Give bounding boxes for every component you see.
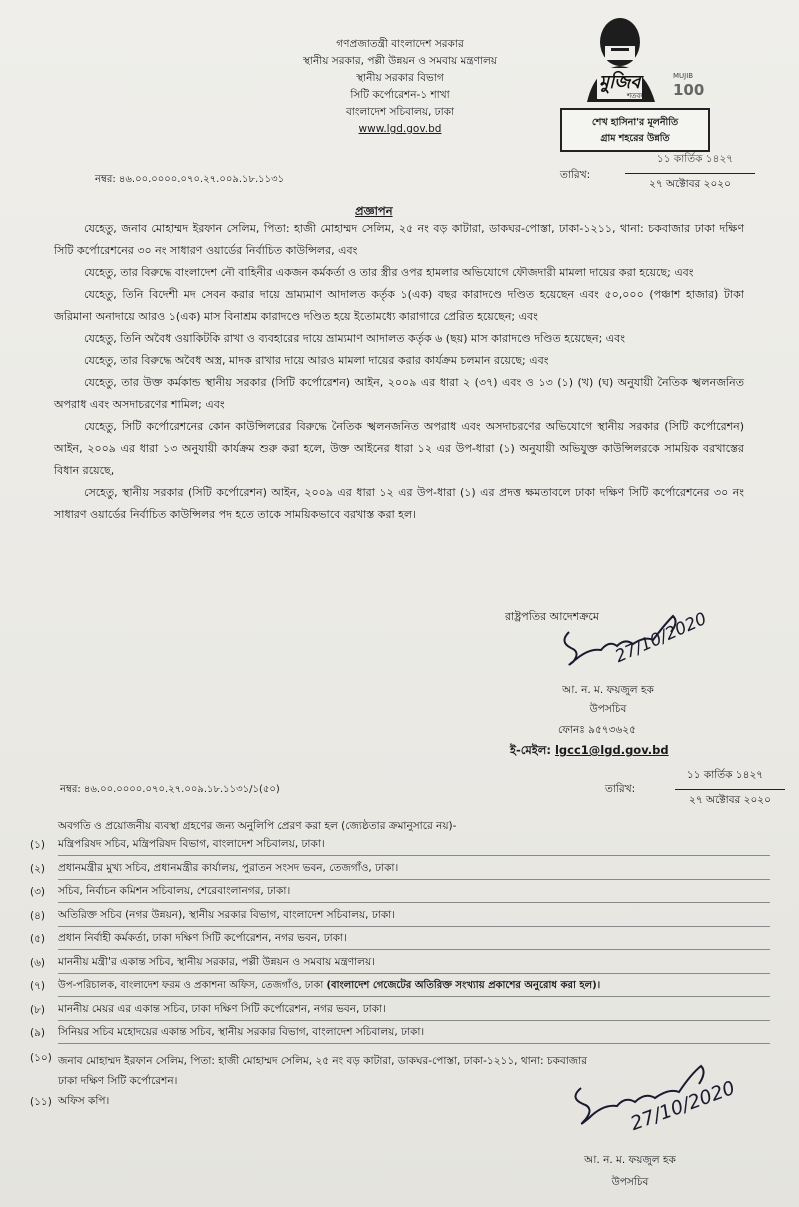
list-item-text: প্রধানমন্ত্রীর মুখ্য সচিব, প্রধানমন্ত্রীর কার্যালয়, পুরাতন সংসদ ভবন, তেজগাঁও, ঢাকা। — [58, 861, 770, 880]
list-item-number: (১১) — [30, 1095, 52, 1108]
signatory2-name: আ. ন. ম. ফয়জুল হক — [584, 1154, 676, 1166]
list-item — [30, 835, 770, 859]
list-item-text-bold: (বাংলাদেশ গেজেটের অতিরিক্ত সংখ্যায় প্রকাশের অনুরোধ করা হল)। — [326, 980, 601, 992]
signature-1-date: 27/10/2020 — [612, 608, 710, 668]
signature-2-date: 27/10/2020 — [627, 1076, 738, 1136]
list-item-text: প্রধান নির্বাহী কর্মকর্তা, ঢাকা দক্ষিণ সিটি কর্পোরেশন, নগর ভবন, ঢাকা। — [58, 931, 770, 950]
list-item — [30, 1023, 770, 1047]
list-item-number: (৩) — [30, 886, 46, 899]
memo2-date-english: ২৭ অক্টোবর ২০২০ — [675, 789, 785, 810]
list-item-text: মাননীয় মেয়র এর একান্ত সচিব, ঢাকা দক্ষিণ সিটি কর্পোরেশন, নগর ভবন, ঢাকা। — [58, 1002, 770, 1021]
paragraph-8: সেহেতু, স্থানীয় সরকার (সিটি কর্পোরেশন) আইন, ২০০৯ এর ধারা ১২ এর উপ-ধারা (১) এর প্রদত্ত ক্ষমতাবলে ঢাকা দক্ষিণ সিটি কর্পোরেশনের ৩০ নং সাধারণ ওয়ার্ডের নির্বাচিত কাউন্সিলর পদ হতে তাকে সাময়িকভাবে বরখাস্ত করা হল। — [54, 486, 744, 521]
memo-date-bangla: ১১ কার্তিক ১৪২৭ — [656, 153, 734, 165]
logo-number: 100 — [673, 81, 705, 99]
memo-number-label: নম্বর: — [95, 174, 116, 185]
list-item-number: (২) — [30, 862, 46, 875]
slogan-line-2: গ্রাম শহরের উন্নতি — [600, 133, 670, 144]
list-item-text: সিনিয়র সচিব মহোদয়ের একান্ত সচিব, স্থানীয় সরকার বিভাগ, বাংলাদেশ সচিবালয়, ঢাকা। — [58, 1025, 770, 1044]
logo-text-main: মুজিব — [597, 68, 642, 99]
list-item-number: (১) — [30, 839, 46, 852]
signatory-phone: ফোনঃ ৯৫৭৩৬২৫ — [558, 724, 636, 736]
list-item — [30, 953, 770, 977]
memo2-number-label: নম্বর: — [60, 784, 81, 795]
ministry-name: স্থানীয় সরকার, পল্লী উন্নয়ন ও সমবায় মন্ত্রণালয় — [302, 55, 497, 67]
paragraph-2: যেহেতু, তার বিরুদ্ধে বাংলাদেশ নৌ বাহিনীর একজন কর্মকর্তা ও তার স্ত্রীর ওপর হামলার অভিযোগে ফৌজদারী মামলা দায়ের করা হয়েছে; এবং — [84, 266, 694, 279]
memo-number-value: ৪৬.০০.০০০০.০৭০.২৭.০০৯.১৮.১১৩১ — [118, 174, 285, 185]
list-item — [30, 976, 770, 1000]
list-item-text — [58, 978, 770, 997]
list-item-number: (৫) — [30, 933, 46, 946]
memo2-number — [60, 782, 280, 799]
signatory-email — [510, 742, 669, 761]
order-line: রাষ্ট্রপতির আদেশক্রমে — [505, 610, 599, 623]
list-item-text: অতিরিক্ত সচিব (নগর উন্নয়ন), স্থানীয় সরকার বিভাগ, বাংলাদেশ সচিবালয়, ঢাকা। — [58, 908, 770, 927]
document-title: প্রজ্ঞাপন — [355, 204, 393, 218]
division-name: স্থানীয় সরকার বিভাগ — [356, 72, 444, 84]
website-link[interactable]: www.lgd.gov.bd — [358, 123, 442, 135]
paragraph-1: যেহেতু, জনাব মোহাম্মদ ইরফান সেলিম, পিতা: হাজী মোহাম্মদ সেলিম, ২৫ নং বড় কাটারা, ডাকঘর-পোস্তা, ঢাকা-১২১১, থানা: চকবাজার ঢাকা দক্ষিণ সিটি কর্পোরেশনের ৩০ নং সাধারণ ওয়ার্ডের নির্বাচিত কাউন্সিলর, এবং — [54, 222, 744, 257]
list-item — [30, 1000, 770, 1024]
list-item-text: মাননীয় মন্ত্রী'র একান্ত সচিব, স্থানীয় সরকার, পল্লী উন্নয়ন ও সমবায় মন্ত্রণালয়। — [58, 955, 770, 974]
logo-text-sub: শতবর্ষ — [627, 92, 645, 100]
signatory-designation: উপসচিব — [589, 703, 627, 715]
logo-text-side: MUJIB — [673, 72, 694, 80]
distribution-intro: অবগতি ও প্রয়োজনীয় ব্যবস্থা গ্রহণের জন্য অনুলিপি প্রেরণ করা হল (জ্যেষ্ঠতার ক্রমানুসারে নয়)- — [58, 820, 457, 832]
list-item-text: সচিব, নির্বাচন কমিশন সচিবালয়, শেরেবাংলানগর, ঢাকা। — [58, 884, 770, 903]
paragraph-6: যেহেতু, তার উক্ত কর্মকান্ড স্থানীয় সরকার (সিটি কর্পোরেশন) আইন, ২০০৯ এর ধারা ২ (৩৭) এবং ও ১৩ (১) (খ) (ঘ) অনুযায়ী নৈতিক স্খলনজনিত অপরাধ এবং অসদাচরণের শামিল; এবং — [54, 376, 744, 411]
slogan-line-1: শেখ হাসিনা'র মূলনীতি — [591, 117, 679, 128]
email-label: ই-মেইল: — [510, 743, 551, 757]
list-item — [30, 882, 770, 906]
list-item — [30, 929, 770, 953]
list-item-text-line-2: ঢাকা দক্ষিণ সিটি কর্পোরেশন। — [58, 1074, 178, 1087]
list-item-text-plain: উপ-পরিচালক, বাংলাদেশ ফরম ও প্রকাশনা অফিস, তেজগাঁও, ঢাকা — [58, 980, 324, 992]
paragraph-3: যেহেতু, তিনি বিদেশী মদ সেবন করার দায়ে ভ্রাম্যমাণ আদালত কর্তৃক ১(এক) বছর কারাদণ্ডে দণ্ডিত হয়েছেন এবং ৫০,০০০ (পঞ্চাশ হাজার) টাকা জরিমানা অনাদায়ে আরও ১(এক) মাস বিনাশ্রম কারাদণ্ডে দণ্ডিত হয়ে ইতোমধ্যে কারাগারে প্রেরিত হয়েছেন; এবং — [54, 288, 744, 323]
list-item-text: মন্ত্রিপরিষদ সচিব, মন্ত্রিপরিষদ বিভাগ, বাংলাদেশ সচিবালয়, ঢাকা। — [58, 837, 770, 856]
signatory-name: আ. ন. ম. ফয়জুল হক — [562, 684, 654, 696]
office-location: বাংলাদেশ সচিবালয়, ঢাকা — [345, 106, 455, 118]
list-item — [30, 859, 770, 883]
list-item-number: (৭) — [30, 980, 46, 993]
branch-name: সিটি কর্পোরেশন-১ শাখা — [350, 89, 450, 101]
list-item-text-line-1: জনাব মোহাম্মদ ইরফান সেলিম, পিতা: হাজী মোহাম্মদ সেলিম, ২৫ নং বড় কাটারা, ডাকঘর-পোস্তা, ঢাকা-১২১১, থানা: চকবাজার — [58, 1054, 587, 1067]
memo-date-english: ২৭ অক্টোবর ২০২০ — [625, 173, 755, 194]
mujib-100-logo — [565, 6, 720, 102]
paragraph-4: যেহেতু, তিনি অবৈধ ওয়াকিটকি রাখা ও ব্যবহারের দায়ে ভ্রাম্যমাণ আদালত কর্তৃক ৬ (ছয়) মাস কারাদণ্ডে দণ্ডিত হয়েছেন; এবং — [84, 332, 626, 345]
list-item-text: অফিস কপি। — [58, 1095, 110, 1108]
notification-body — [54, 218, 744, 526]
email-link[interactable]: lgcc1@lgd.gov.bd — [554, 743, 669, 757]
signatory2-designation: উপসচিব — [611, 1176, 649, 1188]
list-item-number: (৮) — [30, 1003, 46, 1016]
list-item-number: (৬) — [30, 956, 46, 969]
paragraph-7: যেহেতু, সিটি কর্পোরেশনের কোন কাউন্সিলরের বিরুদ্ধে নৈতিক স্খলনজনিত অপরাধ এবং অসদাচরণের অভিযোগে স্থানীয় সরকার (সিটি কর্পোরেশন) আইন, ২০০৯ এর ধারা ১৩ অনুযায়ী কার্যক্রম শুরু করা হলে, উক্ত আইনের ধারা ১২ এর উপ-ধারা (১) অনুযায়ী অভিযুক্ত কাউন্সিলরকে সাময়িক বরখাস্তের বিধান রয়েছে, — [54, 420, 744, 477]
memo2-date-label: তারিখ: — [605, 783, 636, 795]
slogan-box — [560, 108, 710, 152]
letterhead — [250, 36, 550, 138]
memo-number — [95, 172, 284, 189]
list-item-number: (৪) — [30, 909, 46, 922]
govt-name: গণপ্রজাতন্ত্রী বাংলাদেশ সরকার — [336, 38, 464, 50]
paragraph-5: যেহেতু, তার বিরুদ্ধে অবৈধ অস্ত্র, মাদক রাখার দায়ে আরও মামলা দায়ের করার কার্যক্রম চলমান রয়েছে; এবং — [84, 354, 549, 367]
memo2-date-bangla: ১১ কার্তিক ১৪২৭ — [686, 769, 764, 781]
list-item-number: (১০) — [30, 1051, 52, 1064]
list-item-number: (৯) — [30, 1027, 46, 1040]
memo2-number-value: ৪৬.০০.০০০০.০৭০.২৭.০০৯.১৮.১১৩১/১(৫০) — [83, 784, 280, 795]
memo-date-label: তারিখ: — [560, 169, 591, 181]
list-item — [30, 906, 770, 930]
